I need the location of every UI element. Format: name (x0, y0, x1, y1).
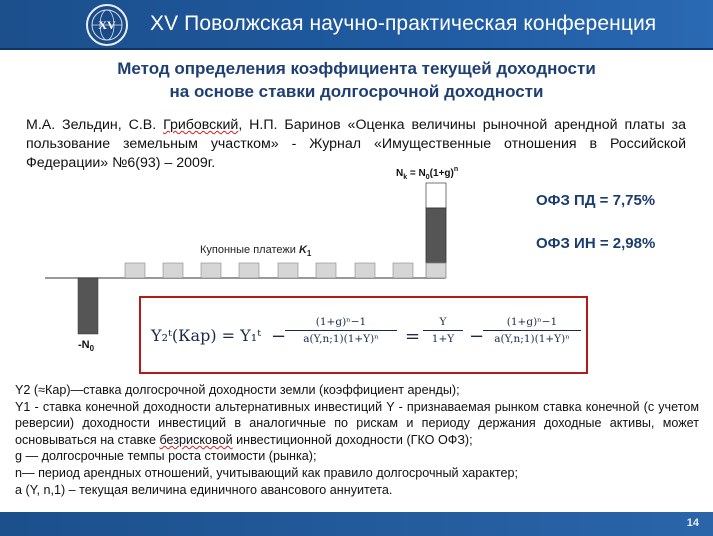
coupon-bar (316, 263, 336, 278)
footer-bar (0, 512, 713, 536)
fraction-3-numerator: (1+g)ⁿ−1 (483, 316, 581, 331)
coupon-bar (125, 263, 145, 278)
ofz-pd-rate: ОФЗ ПД = 7,75% (536, 192, 656, 209)
final-payment-coupon-segment (426, 263, 446, 278)
citation-part-2: , Н.П. Баринов «Оценка величины рыночной арендной платы за пользование земельным участком» - Журнал «Имущественные отношения в Российской Федерации» №6(93) – 2009г. (26, 117, 686, 171)
formula-fraction-2 (423, 316, 463, 345)
initial-payment-label: $-N_0$ (78, 339, 95, 353)
slide-title-line-1: Метод определения коэффициента текущей доходности (117, 59, 596, 78)
definitions-list (15, 382, 699, 498)
coupon-payments-label: Купонные платежи $K_1$ (200, 244, 312, 258)
coupon-bar (163, 263, 183, 278)
definition-y1-spellcheck: безрисковой (159, 432, 233, 447)
definition-y2: Y2 (≈Кар)—ставка долгосрочной доходности земли (коэффициент аренды); (15, 383, 460, 397)
formula-fraction-3 (483, 316, 581, 345)
formula-equals: = (405, 326, 421, 347)
coupon-bar (239, 263, 259, 278)
formula-fraction-1 (285, 316, 397, 345)
citation-name-spellcheck: Грибовский (163, 117, 239, 133)
page-number: 14 (686, 517, 699, 529)
final-payment-label: $N_k = N_0(1+g)^n$ (396, 166, 459, 181)
fraction-1-denominator: a(Y,n;1)(1+Y)ⁿ (303, 333, 379, 345)
fraction-2-denominator: 1+Y (431, 333, 455, 345)
coupon-bar (201, 263, 221, 278)
definition-g: g — долгосрочные темпы роста стоимости (рынка); (15, 449, 317, 464)
definition-a: a (Y, n,1) – текущая величина единичного авансового аннуитета. (15, 482, 393, 497)
final-payment-principal-segment (426, 208, 446, 263)
formula-lhs: Y₂ᵗ(Кар) = Y₁ᵗ (151, 326, 262, 345)
conference-title: XV Поволжская научно-практическая конференция (150, 12, 657, 35)
initial-payment-bar (78, 278, 98, 334)
coupon-bar (393, 263, 413, 278)
formula-minus-2: − (469, 326, 485, 347)
fraction-3-denominator: a(Y,n;1)(1+Y)ⁿ (494, 333, 570, 345)
citation-part-1: М.А. Зельдин, С.В. (26, 117, 164, 133)
coupon-bar (355, 263, 375, 278)
formula-box (139, 296, 588, 374)
slide-title-line-2: на основе ставки долгосрочной доходности (169, 82, 544, 101)
coupon-bar (278, 263, 298, 278)
definition-y1: Y1 - ставка конечной доходности альтернативных инвестиций Y - признаваемая рынком ставка конечной (с учетом реверсии) доходности инвестиций в аналогичные по рискам и периоду держания доходные активы, может основываться на ставке безрисковой инвестиционной доходности (ГКО ОФЗ); (15, 399, 699, 447)
logo-text: XV (98, 18, 116, 32)
ofz-in-rate: ОФЗ ИН = 2,98% (536, 235, 656, 252)
fraction-2-numerator: Y (423, 316, 463, 331)
fraction-1-numerator: (1+g)ⁿ−1 (285, 316, 397, 331)
formula-minus-1: − (271, 326, 287, 347)
final-payment-growth-segment (426, 183, 446, 208)
definition-n: n— период арендных отношений, учитывающий как правило долгосрочный характер; (15, 465, 519, 480)
